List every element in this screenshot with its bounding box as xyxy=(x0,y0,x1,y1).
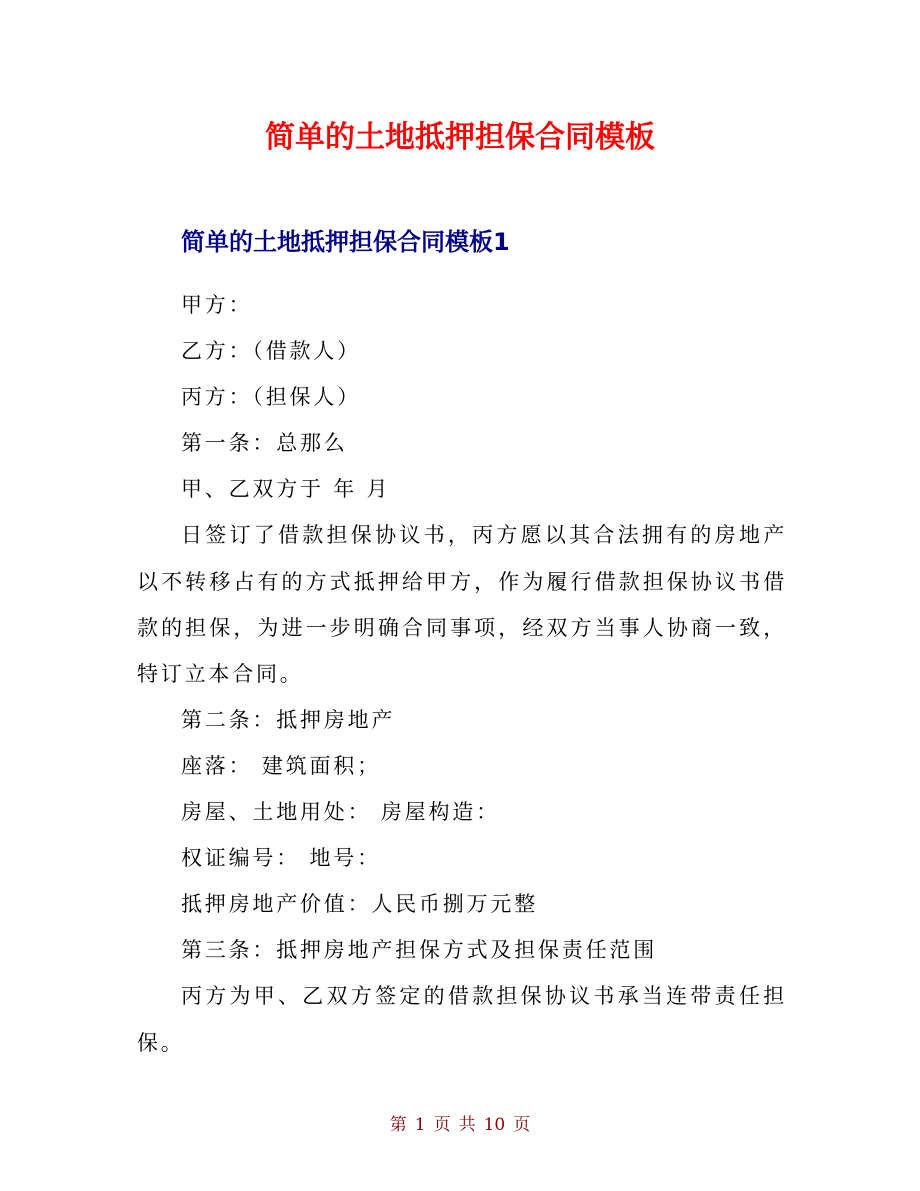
paragraph-article-2: 第二条：抵押房地产 xyxy=(181,707,396,732)
footer-prefix: 第 xyxy=(389,1115,407,1135)
paragraph-party-b: 乙方：（借款人） xyxy=(181,339,361,364)
page-footer xyxy=(0,1112,920,1138)
paragraph-usage: 房屋、土地用处： 房屋构造： xyxy=(181,800,500,825)
paragraph-article-1: 第一条：总那么 xyxy=(181,431,348,456)
footer-page-label: 页 xyxy=(433,1115,451,1135)
paragraph-article-3: 第三条：抵押房地产担保方式及担保责任范围 xyxy=(181,938,657,963)
footer-total-label: 共 xyxy=(458,1115,476,1135)
paragraph-guarantee: 丙方为甲、乙双方签定的借款担保协议书承当连带责任担保。 xyxy=(137,984,787,1055)
footer-total-pages: 10 xyxy=(483,1115,506,1135)
document-body xyxy=(137,282,787,1066)
paragraph-party-c: 丙方：（担保人） xyxy=(181,385,361,410)
footer-suffix: 页 xyxy=(513,1115,531,1135)
paragraph-location: 座落： 建筑面积； xyxy=(181,753,381,778)
paragraph-certificate: 权证编号： 地号： xyxy=(181,846,381,871)
paragraph-value: 抵押房地产价值：人民币捌万元整 xyxy=(181,892,538,917)
section-title: 简单的土地抵押担保合同模板1 xyxy=(181,228,510,256)
paragraph-party-a: 甲方： xyxy=(181,293,253,317)
footer-current-page: 1 xyxy=(414,1115,426,1135)
paragraph-date: 甲、乙双方于 年 月 xyxy=(181,477,391,502)
document-title: 简单的土地抵押担保合同模板 xyxy=(265,120,655,155)
paragraph-agreement: 日签订了借款担保协议书，丙方愿以其合法拥有的房地产以不转移占有的方式抵押给甲方，作为履行借款担保协议书借款的担保，为进一步明确合同事项，经双方当事人协商一致，特订立本合同。 xyxy=(137,523,787,686)
